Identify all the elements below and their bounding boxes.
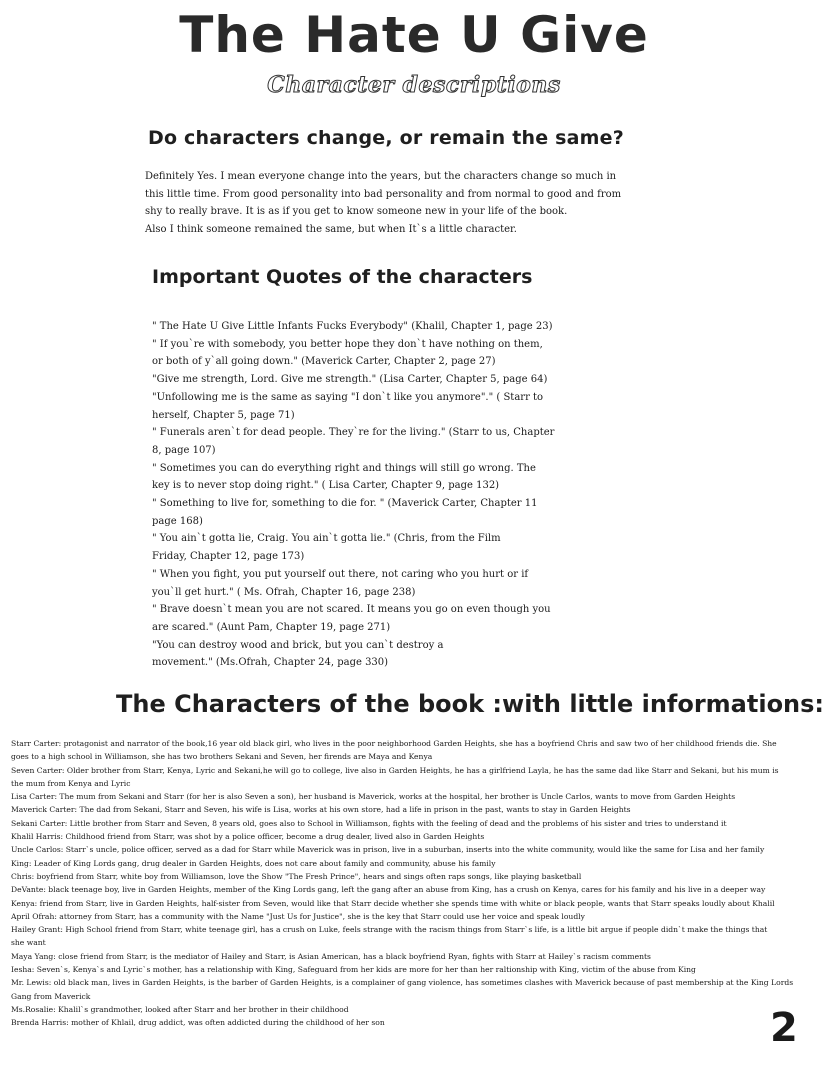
quote-line: " Brave doesn`t mean you are not scared. It means you go on even though you <box>152 604 551 616</box>
paragraph-line: Definitely Yes. I mean everyone change into the years, but the characters change so much in <box>145 171 617 182</box>
character-description-line: Maya Yang: close friend from Starr, is the mediator of Hailey and Starr, is Asian American, has a black boyfriend Ryan, fights with Starr at Hailey`s racism comments <box>11 951 651 961</box>
character-description-line: Sekani Carter: Little brother from Starr and Seven, 8 years old, goes also to School in Williamson, fights with the feeling of dead and the problems of his sister and tries to understand it <box>11 818 727 828</box>
quote-line: " When you fight, you put yourself out there, not caring who you hurt or if <box>152 568 529 580</box>
quote-line: "Give me strength, Lord. Give me strength." (Lisa Carter, Chapter 5, page 64) <box>152 374 548 386</box>
quote-line: page 168) <box>152 515 203 527</box>
character-description-line: Mr. Lewis: old black man, lives in Garden Heights, is the barber of Garden Heights, is a complainer of gang violence, has sometimes clashes with Maverick because of past membership at the King Lords <box>11 978 794 988</box>
character-description-line: King: Leader of King Lords gang, drug dealer in Garden Heights, does not care about family and community, abuse his family <box>11 858 496 868</box>
quote-line: herself, Chapter 5, page 71) <box>152 409 295 421</box>
quote-line: " You ain`t gotta lie, Craig. You ain`t gotta lie." (Chris, from the Film <box>152 533 501 545</box>
quote-line: "Unfollowing me is the same as saying "I don`t like you anymore"." ( Starr to <box>152 391 544 403</box>
character-description-line: April Ofrah: attorney from Starr, has a community with the Name "Just Us for Justice", she is the key that Starr could use her voice and speak loudly <box>11 911 585 921</box>
quote-line: are scared." (Aunt Pam, Chapter 19, page 271) <box>152 621 391 633</box>
character-description-line: the mum from Kenya and Lyric <box>11 778 131 788</box>
paragraph-line: shy to really brave. It is as if you get to know someone new in your life of the book. <box>145 206 568 217</box>
quote-line: Friday, Chapter 12, page 173) <box>152 551 305 563</box>
character-description-line: Kenya: friend from Starr, live in Garden Heights, half-sister from Seven, would like that Starr decide whether she spends time with white or black people, wants that Starr speaks loudly about Khalil <box>11 898 775 908</box>
quote-line: 8, page 107) <box>152 444 216 456</box>
quote-line: " Funerals aren`t for dead people. They`re for the living." (Starr to us, Chapter <box>152 427 555 439</box>
quotes-list <box>152 318 572 672</box>
quote-line: movement." (Ms.Ofrah, Chapter 24, page 330) <box>152 657 389 669</box>
quote-line: or both of y`all going down." (Maverick Carter, Chapter 2, page 27) <box>152 356 496 368</box>
quote-line: " Something to live for, something to die for. " (Maverick Carter, Chapter 11 <box>152 498 538 510</box>
character-description-line: Lisa Carter: The mum from Sekani and Starr (for her is also Seven a son), her husband is Maverick, works at the hospital, her brother is Uncle Carlos, wants to move from Garden Heights <box>11 792 736 802</box>
quote-line: "You can destroy wood and brick, but you can`t destroy a <box>152 639 444 651</box>
character-description-line: Starr Carter: protagonist and narrator of the book,16 year old black girl, who lives in the poor neighborhood Garden Heights, she has a boyfriend Chris and saw two of her childhood friends die. She <box>11 739 777 748</box>
quote-line: " If you`re with somebody, you better hope they don`t have nothing on them, <box>152 338 543 350</box>
character-description-line: goes to a high school in Williamson, she has two brothers Sekani and Seven, her firends are Maya and Kenya <box>11 752 433 762</box>
quote-line: key is to never stop doing right." ( Lisa Carter, Chapter 9, page 132) <box>152 480 500 492</box>
change-section-body <box>145 168 645 238</box>
characters-list <box>11 737 794 1030</box>
paragraph-line: this little time. From good personality into bad personality and from normal to good and from <box>145 188 622 200</box>
character-description-line: Hailey Grant: High School friend from Starr, white teenage girl, has a crush on Luke, feels strange with the racism things from Starr`s life, is a little bit argue if people didn`t make the things that <box>11 925 768 935</box>
character-description-line: Seven Carter: Older brother from Starr, Kenya, Lyric and Sekani,he will go to college, live also in Garden Heights, he has a girlfriend Layla, he has the same dad like Starr and Sekani, but his mum is <box>11 765 779 775</box>
character-description-line: Khalil Harris: Childhood friend from Starr, was shot by a police officer, become a drug dealer, lived also in Garden Heights <box>11 832 485 842</box>
page-title: The Hate U Give <box>179 6 649 64</box>
quote-line: " Sometimes you can do everything right and things will still go wrong. The <box>152 462 536 474</box>
character-description-line: Maverick Carter: The dad from Sekani, Starr and Seven, his wife is Lisa, works at his own store, had a life in prison in the past, wants to stay in Garden Heights <box>11 805 631 815</box>
quotes-section-heading: Important Quotes of the characters <box>152 266 533 288</box>
page-number: 2 <box>770 1005 798 1051</box>
paragraph-line: Also I think someone remained the same, but when It`s a little character. <box>145 223 517 235</box>
character-description-line: Ms.Rosalie: Khalil`s grandmother, looked after Starr and her brother in their childhood <box>11 1004 349 1014</box>
page-subtitle: Character descriptions <box>267 72 561 98</box>
characters-section-heading: The Characters of the book :with little informations: <box>116 690 825 718</box>
character-description-line: Iesha: Seven`s, Kenya`s and Lyric`s mother, has a relationship with King, Safeguard from her kids are more for her than her raltionship with King, victim of the abuse from King <box>11 965 696 975</box>
quote-line: you`ll get hurt." ( Ms. Ofrah, Chapter 16, page 238) <box>152 586 416 598</box>
character-description-line: Brenda Harris: mother of Khlail, drug addict, was often addicted during the childhood of her son <box>11 1018 385 1028</box>
character-description-line: Chris: boyfriend from Starr, white boy from Williamson, love the Show "The Fresh Prince", hears and sings often raps songs, like playing basketball <box>11 871 582 881</box>
character-description-line: Gang from Maverick <box>11 991 91 1001</box>
character-description-line: she want <box>11 938 46 948</box>
quote-line: " The Hate U Give Little Infants Fucks Everybody" (Khalil, Chapter 1, page 23) <box>152 321 553 332</box>
character-description-line: Uncle Carlos: Starr`s uncle, police officer, served as a dad for Starr while Maverick was in prison, live in a suburban, inserts into the white community, would like the same for Lisa and her family <box>11 845 765 855</box>
character-description-line: DeVante: black teenage boy, live in Garden Heights, member of the King Lords gang, left the gang after an abuse from King, has a crush on Kenya, cares for his family and his live in a deeper way <box>11 885 766 895</box>
change-section-heading: Do characters change, or remain the same? <box>148 127 624 149</box>
